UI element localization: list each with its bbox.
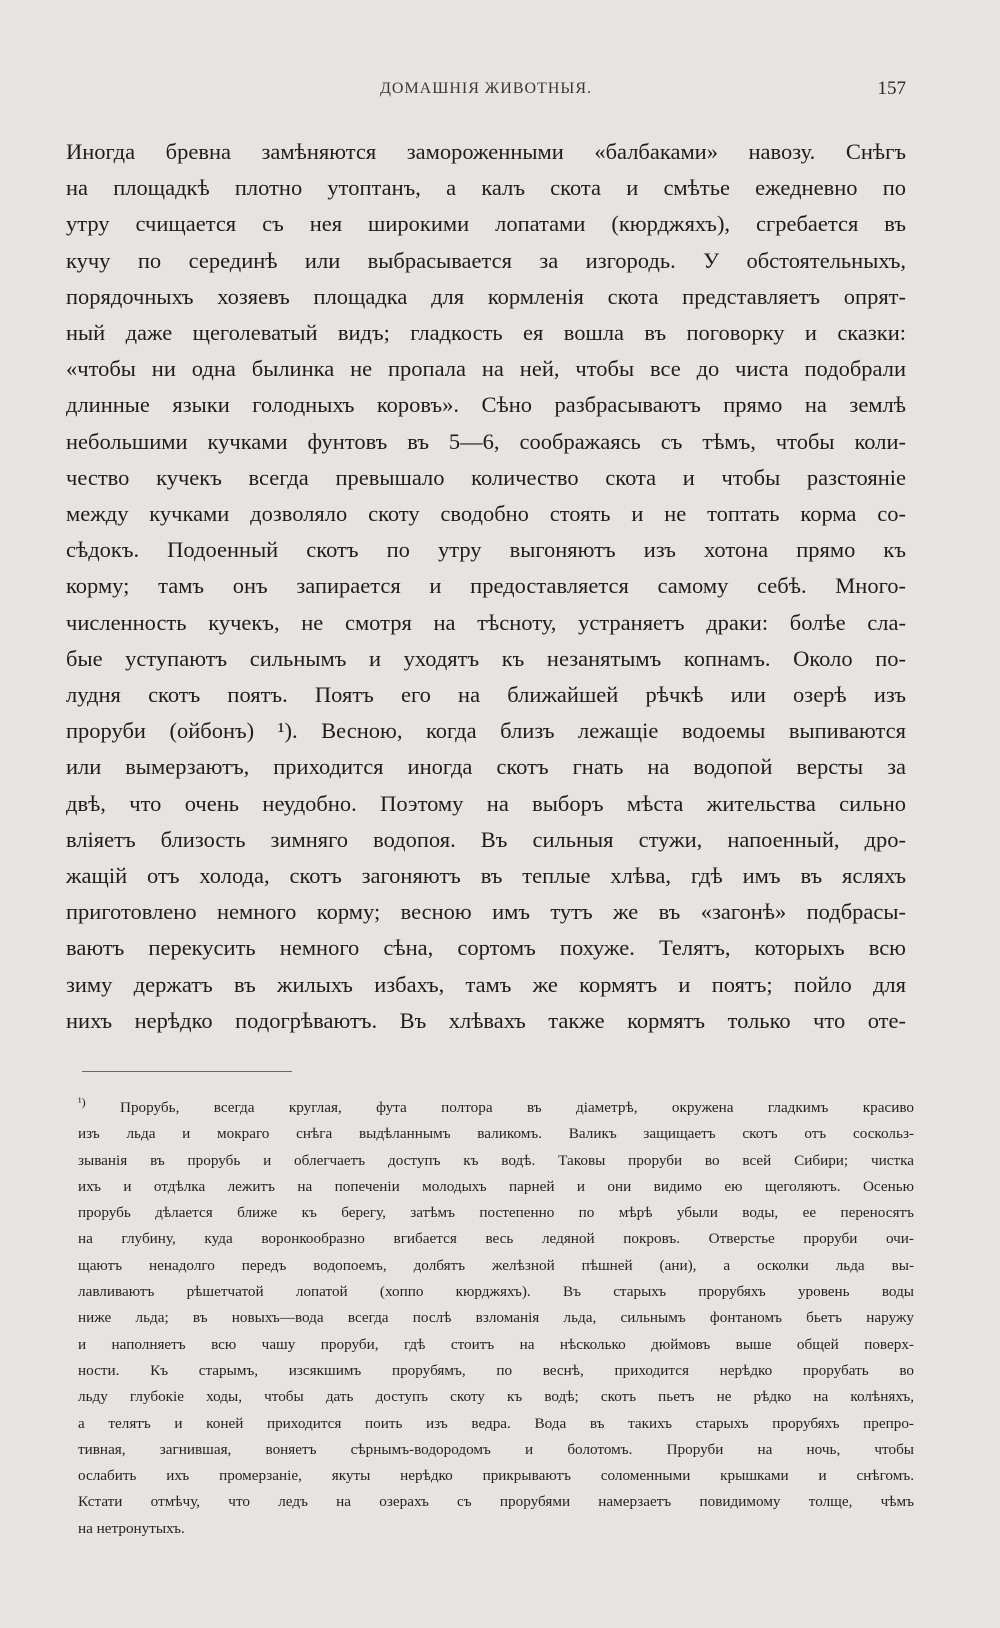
text-line: лудня скотъ поятъ. Поятъ его на ближайшей рѣчкѣ или озерѣ изъ [66, 682, 906, 708]
text-line: вліяетъ близость зимняго водопоя. Въ сильныя стужи, напоенный, дро- [66, 826, 906, 852]
footnote-line: а телятъ и коней приходится поить изъ ведра. Вода въ такихъ старыхъ прорубяхъ препро- [78, 1414, 914, 1432]
footnote-line: тивная, загнившая, воняетъ сѣрнымъ-водородомъ и болотомъ. Проруби на ночь, чтобы [78, 1440, 914, 1458]
footnote-line: ности. Къ старымъ, изсякшимъ прорубямъ, по веснѣ, приходится нерѣдко прорубать во [78, 1361, 914, 1379]
footnote-line: ослабить ихъ промерзаніе, якуты нерѣдко прикрываютъ соломенными крышками и снѣгомъ. [78, 1467, 914, 1485]
text-line: порядочныхъ хозяевъ площадка для кормленія скота представляетъ опрят- [66, 283, 906, 309]
text-line: жащій отъ холода, скотъ загоняютъ въ теплые хлѣва, гдѣ имъ въ ясляхъ [66, 863, 906, 889]
footnote-line: ниже льда; въ новыхъ—вода всегда послѣ взломанія льда, сильнымъ фонтаномъ бьетъ наружу [78, 1309, 914, 1327]
footnote-line: на глубину, куда воронкообразно вгибается весь ледяной покровъ. Отверстье проруби очи- [78, 1230, 914, 1248]
text-line: корму; тамъ онъ запирается и предоставляется самому себѣ. Много- [66, 573, 906, 599]
text-line: Иногда бревна замѣняются замороженными «балбаками» навозу. Снѣгъ [66, 139, 906, 164]
footnote-line: прорубь дѣлается ближе къ берегу, затѣмъ постепенно по мѣрѣ убыли воды, ее переносятъ [78, 1204, 914, 1222]
main-text [66, 134, 906, 1039]
footnote-line: лавливаютъ рѣшетчатой лопатой (хоппо кюрджяхъ). Въ старыхъ прорубяхъ уровень воды [78, 1283, 914, 1301]
footnote-line: щаютъ ненадолго передъ водопоемъ, долбятъ желѣзной пѣшней (ани), а осколки льда вы- [78, 1256, 914, 1274]
text-line: небольшими кучками фунтовъ въ 5—6, соображаясь съ тѣмъ, чтобы коли- [66, 428, 906, 454]
footnote-line: зыванія въ прорубь и облегчаетъ доступъ къ водѣ. Таковы проруби во всей Сибири; чистка [78, 1151, 914, 1169]
text-line: сѣдокъ. Подоенный скотъ по утру выгоняютъ изъ хотона прямо къ [66, 537, 906, 563]
text-line: проруби (ойбонъ) ¹). Весною, когда близъ лежащіе водоемы выпиваются [66, 718, 906, 744]
text-line: двѣ, что очень неудобно. Поэтому на выборъ мѣста жительства сильно [66, 790, 906, 816]
text-line: на площадкѣ плотно утоптанъ, а калъ скота и смѣтье ежедневно по [66, 175, 906, 201]
page-number: 157 [877, 78, 906, 99]
running-title: ДОМАШНІЯ ЖИВОТНЫЯ. [379, 80, 592, 97]
footnote-line: изъ льда и мокраго снѣга выдѣланнымъ валикомъ. Валикъ защищаетъ скотъ отъ соскольз- [78, 1125, 914, 1143]
footnote-line: льду глубокіе ходы, чтобы дать доступъ скоту къ водѣ; скотъ пьетъ не рѣдко на колѣняхъ, [78, 1388, 914, 1406]
footnote [78, 1095, 914, 1542]
text-line: ный даже щеголеватый видъ; гладкость ея вошла въ поговорку и сказки: [66, 320, 906, 346]
footnote-line: ихъ и отдѣлка лежитъ на попеченіи молодыхъ парней и они видимо ею щеголяютъ. Осенью [78, 1177, 914, 1195]
footnote-line: и наполняетъ всю чашу проруби, гдѣ стоитъ на нѣсколько дюймовъ выше общей поверх- [78, 1335, 914, 1353]
text-line: «чтобы ни одна былинка не пропала на ней, чтобы все до чиста подобрали [66, 356, 906, 382]
text-line: приготовлено немного корму; весною имъ тутъ же въ «загонѣ» подбрасы- [66, 899, 906, 925]
text-line: ваютъ перекусить немного сѣна, сортомъ похуже. Телятъ, которыхъ всю [66, 935, 906, 961]
text-line: или вымерзаютъ, приходится иногда скотъ гнать на водопой версты за [66, 754, 906, 780]
footnote-line [78, 1095, 914, 1121]
text-line: бые уступаютъ сильнымъ и уходятъ къ незанятымъ копнамъ. Около по- [66, 645, 906, 671]
text-line: нихъ нерѣдко подогрѣваютъ. Въ хлѣвахъ также кормятъ только что оте- [66, 1007, 906, 1033]
footnote-line: Кстати отмѣчу, что ледъ на озерахъ съ прорубями намерзаетъ повидимому толще, чѣмъ [78, 1493, 914, 1511]
text-line: утру счищается съ нея широкими лопатами (кюрджяхъ), сгребается въ [66, 211, 906, 237]
footnote-divider [82, 1071, 292, 1072]
text-line: чество кучекъ всегда превышало количество скота и чтобы разстояніе [66, 464, 906, 490]
footnote-line: на нетронутыхъ. [78, 1519, 185, 1537]
text-line: длинные языки голодныхъ коровъ». Сѣно разбрасываютъ прямо на землѣ [66, 392, 906, 418]
text-line: численность кучекъ, не смотря на тѣсноту, устраняетъ драки: болѣе сла- [66, 609, 906, 635]
footnote-marker: ¹) [78, 1094, 86, 1109]
footnote-line-text: Прорубь, всегда круглая, фута полтора въ діаметрѣ, окружена гладкимъ красиво [119, 1099, 915, 1116]
page-header [66, 80, 906, 110]
text-line: зиму держатъ въ жилыхъ избахъ, тамъ же кормятъ и поятъ; пойло для [66, 971, 906, 997]
text-line: кучу по серединѣ или выбрасывается за изгородь. У обстоятельныхъ, [66, 247, 906, 273]
text-line: между кучками дозволяло скоту сводобно стоять и не топтать корма со- [66, 501, 906, 527]
